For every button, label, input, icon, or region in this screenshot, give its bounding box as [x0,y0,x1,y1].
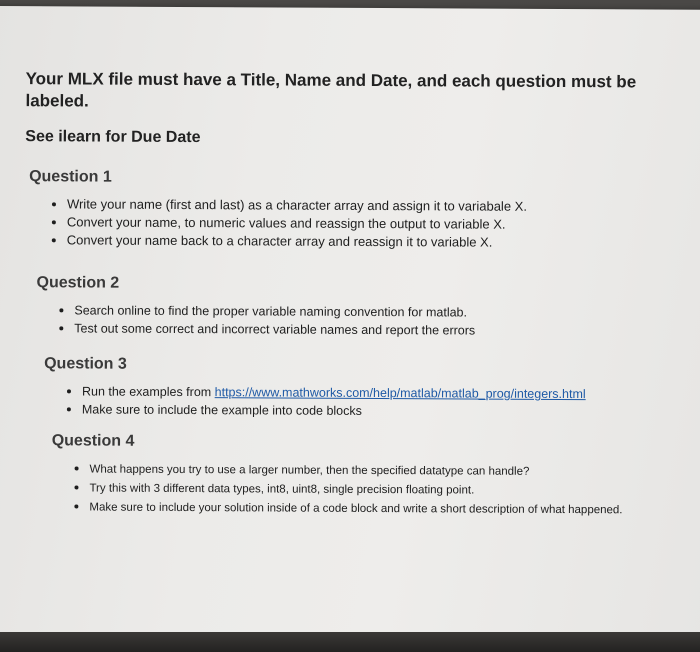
question-1-title: Question 1 [29,168,112,186]
question-1-list [29,195,527,252]
list-item: • Try this with 3 different data types, int8, uint8, single precision floating point. [89,479,622,501]
question-3-list [44,382,586,421]
question-1-section [29,168,527,252]
question-2-title: Question 2 [36,274,120,292]
question-2-section [36,274,475,339]
list-item: • Make sure to include your solution inside of a code block and write a short description of what happened. [89,498,622,520]
list-item: • What happens you try to use a larger number, then the specified datatype can handle? [90,460,623,482]
list-item: • Make sure to include the example into code blocks [82,400,586,421]
question-2-list [36,301,475,339]
assignment-content [25,68,685,517]
monitor-bezel [0,632,700,652]
instructions-heading: Your MLX file must have a Title, Name and Date, and each question must be labeled. [25,69,637,111]
list-item: • Write your name (first and last) as a character array and assign it to variabale X. [67,195,527,215]
list-item: • Convert your name back to a character array and reassign it to variable X. [67,231,527,251]
due-date-note: See ilearn for Due Date [25,128,201,147]
list-item-text: Run the examples from [81,384,215,400]
question-4-list [51,459,622,519]
list-item: • Convert your name, to numeric values and reassign the output to variable X. [67,213,527,233]
question-4-section [51,432,623,519]
question-3-section [44,355,586,421]
question-3-title: Question 3 [44,355,127,373]
list-item: • Search online to find the proper variable naming convention for matlab. [74,301,475,321]
list-item: • Test out some correct and incorrect variable names and report the errors [74,319,475,339]
mathworks-integers-link[interactable]: https://www.mathworks.com/help/matlab/matlab_prog/integers.html [214,385,586,402]
question-4-title: Question 4 [51,432,135,450]
document-page [0,6,700,638]
